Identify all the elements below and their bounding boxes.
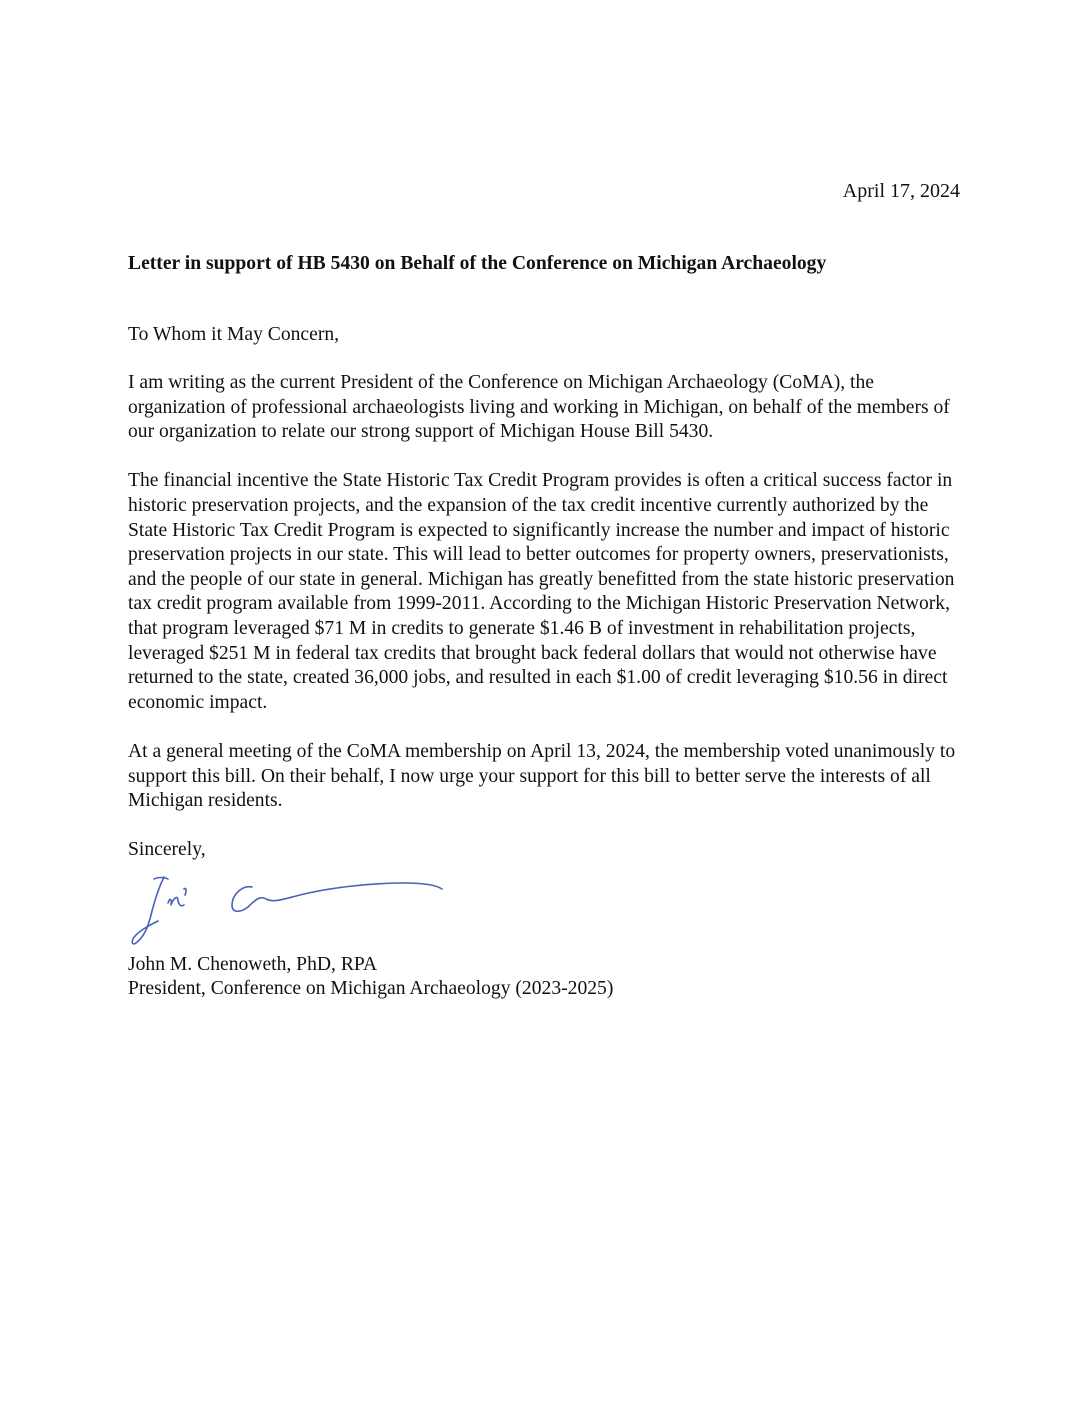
signer-title: President, Conference on Michigan Archaeology (2023-2025) bbox=[128, 978, 614, 1000]
closing: Sincerely, bbox=[128, 839, 206, 861]
letter-subject: Letter in support of HB 5430 on Behalf of the Conference on Michigan Archaeology bbox=[128, 253, 827, 274]
paragraph-tax-credit-impact: The financial incentive the State Historic Tax Credit Program provides is often a critical success factor in historic preservation projects, and the expansion of the tax credit incentive currently authorized by the State Historic Tax Credit Program is expected to significantly increase the number and impact of historic preservation projects in our state. This will lead to better outcomes for property owners, preservationists, and the people of our state in general. Michigan has greatly benefitted from the state historic preservation tax credit program available from 1999-2011. According to the Michigan Historic Preservation Network, that program leveraged $71 M in credits to generate $1.46 B of investment in rehabilitation projects, leveraged $251 M in federal tax credits that brought back federal dollars that would not otherwise have returned to the state, created 36,000 jobs, and resulted in each $1.00 of credit leveraging $10.56 in direct economic impact. bbox=[128, 470, 955, 713]
signer-name: John M. Chenoweth, PhD, RPA bbox=[128, 953, 378, 975]
salutation: To Whom it May Concern, bbox=[128, 323, 340, 345]
paragraph-membership-vote: At a general meeting of the CoMA membership on April 13, 2024, the membership voted unanimously to support this bill. On their behalf, I now urge your support for this bill to better serve the interests of all Michigan residents. bbox=[128, 740, 956, 812]
letter-body bbox=[128, 252, 960, 1002]
handwritten-signature bbox=[124, 869, 454, 949]
paragraph-introduction: I am writing as the current President of the Conference on Michigan Archaeology (CoMA), the organization of professional archaeologists living and working in Michigan, on behalf of the members of our organization to relate our strong support of Michigan House Bill 5430. bbox=[128, 372, 950, 443]
letter-date: April 17, 2024 bbox=[842, 180, 960, 202]
